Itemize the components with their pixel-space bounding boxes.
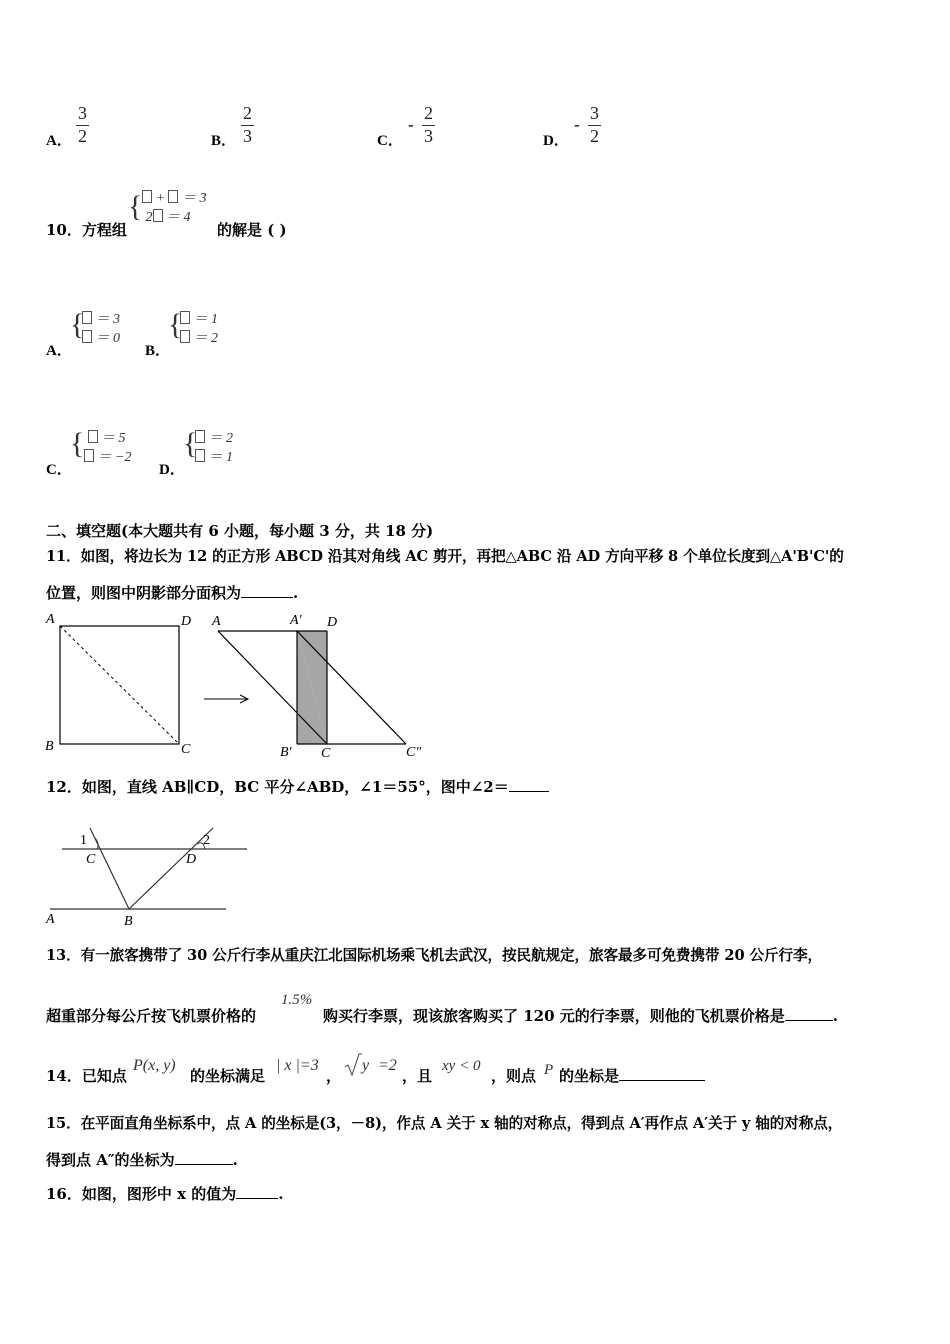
q13-percent: 1.5% — [281, 992, 313, 1008]
q10-option-d-v1: ＝ 2 — [208, 431, 233, 446]
q9-option-d-label: D． — [543, 133, 569, 149]
q14-point: P(x, y) — [133, 1057, 176, 1074]
q15-line1: 15．在平面直角坐标系中，点 A 的坐标是(3，－8)，作点 A 关于 x 轴的对称点，得到点 A′再作点 A′关于 y 轴的对称点， — [46, 1115, 843, 1132]
q11-end: . — [293, 584, 299, 602]
q16-answer-blank — [236, 1184, 278, 1199]
label-2: 2 — [203, 833, 210, 848]
q10-option-c-v2: ＝ −2 — [97, 450, 132, 465]
q9-option-b-label: B． — [211, 133, 237, 149]
denominator: 2 — [590, 126, 599, 146]
q10-eq1-rhs: ＝ 3 — [181, 191, 207, 206]
label-1: 1 — [80, 833, 87, 848]
q9-option-c-fraction — [422, 104, 435, 145]
q10-suffix: 的解是 ( ) — [217, 221, 287, 239]
denominator: 2 — [78, 126, 87, 146]
label-A: A — [46, 612, 55, 627]
q14-t3: ，则点 — [491, 1067, 537, 1085]
q13-line2b-wrap — [323, 1005, 838, 1026]
denominator: 3 — [243, 126, 252, 146]
q13-end: . — [832, 1007, 838, 1025]
numerator: 3 — [78, 103, 87, 123]
q9-option-a-label: A． — [46, 133, 72, 149]
numerator: 2 — [424, 103, 433, 123]
q12-text-body: 12．如图，直线 AB∥CD，BC 平分∠ABD，∠1＝55°，图中∠2＝ — [46, 778, 509, 796]
q13-line1: 13．有一旅客携带了 30 公斤行李从重庆江北国际机场乘飞机去武汉，按民航规定，旅客最多可免费携带 20 公斤行李， — [46, 947, 822, 964]
q12-figure — [40, 800, 260, 930]
q15-answer-blank — [175, 1150, 233, 1165]
q10-option-a-v1: ＝ 3 — [95, 312, 120, 327]
q14-sqrt-rhs: =2 — [378, 1057, 397, 1074]
numerator: 3 — [590, 103, 599, 123]
question-16 — [46, 1183, 284, 1204]
q11-line1: 11．如图，将边长为 12 的正方形 ABCD 沿其对角线 AC 剪开，再把△ABC 沿 AD 方向平移 8 个单位长度到△A'B'C'的 — [46, 548, 844, 565]
q10-option-b-system — [180, 310, 218, 348]
q10-option-c-label: C． — [46, 462, 72, 478]
label-B: B — [45, 739, 54, 754]
q11-figure — [40, 610, 440, 762]
numerator: 2 — [243, 103, 252, 123]
q14-p: P — [544, 1062, 554, 1078]
q10-option-c-system — [84, 429, 131, 467]
q13-answer-blank — [785, 1006, 833, 1021]
label-D2: D — [327, 615, 338, 630]
q9-option-a-fraction — [76, 104, 89, 145]
q16-text: 16．如图，图形中 x 的值为 — [46, 1185, 237, 1203]
denominator: 3 — [424, 126, 433, 146]
q9-option-b-fraction — [241, 104, 254, 145]
label-B: B — [124, 914, 133, 929]
q14-t1: 的坐标满足 — [190, 1067, 266, 1085]
q12-text — [46, 776, 549, 797]
q13-line2b: 购买行李票，现该旅客购买了 120 元的行李票，则他的飞机票价格是 — [323, 1007, 785, 1025]
q10-eq2-rhs: ＝ 4 — [166, 210, 191, 225]
section-2-heading: 二、填空题(本大题共有 6 小题，每小题 3 分，共 18 分) — [46, 522, 434, 540]
label-C2: C — [321, 746, 331, 761]
q10-prefix: 10．方程组 — [46, 221, 127, 239]
q10-option-b-v1: ＝ 1 — [193, 312, 218, 327]
q14-t4: 的坐标是 — [559, 1067, 620, 1085]
q13-line2a: 超重部分每公斤按飞机票价格的 — [46, 1007, 257, 1025]
q10-option-d-v2: ＝ 1 — [208, 450, 233, 465]
q16-end: . — [278, 1185, 284, 1203]
q14-sqrt-arg: y — [362, 1057, 370, 1074]
q10-option-a-v2: ＝ 0 — [95, 331, 120, 346]
label-A-prime: A′ — [290, 613, 302, 628]
label-C: C — [86, 852, 96, 867]
q10-option-c-v1: ＝ 5 — [101, 431, 126, 446]
q15-end: . — [232, 1151, 238, 1169]
q15-line2-text: 得到点 A″的坐标为 — [46, 1151, 175, 1169]
line-bc — [90, 828, 129, 909]
q10-option-c-brace: { — [70, 427, 85, 460]
q9-option-c-sign: - — [408, 115, 414, 134]
q14-answer-blank — [619, 1066, 705, 1081]
q10-system: + ＝ 3 2 ＝ 4 — [142, 189, 206, 227]
q9-option-d-sign: - — [574, 115, 580, 134]
diagonal-ac — [60, 626, 179, 744]
label-A: A — [46, 912, 55, 927]
q14-prefix: 14．已知点 — [46, 1067, 127, 1085]
q11-line2 — [46, 582, 298, 603]
q10-option-d-system — [195, 429, 233, 467]
q10-brace: { — [128, 190, 143, 223]
q9-option-c-label: C． — [377, 133, 403, 149]
q10-option-b-brace: { — [168, 308, 183, 341]
label-B-prime: B′ — [280, 745, 292, 760]
q10-option-a-brace: { — [70, 308, 85, 341]
q10-option-d-label: D． — [159, 462, 185, 478]
q10-option-a-system — [82, 310, 120, 348]
q14-abs: | x |=3 — [276, 1057, 319, 1074]
q10-option-d-brace: { — [183, 427, 198, 460]
q14-ineq: xy < 0 — [442, 1058, 481, 1074]
q10-eq2-coef: 2 — [145, 210, 153, 225]
q14-comma1: ， — [326, 1067, 342, 1085]
label-C-prime: C″ — [406, 745, 422, 760]
q11-line2-text: 位置，则图中阴影部分面积为 — [46, 584, 242, 602]
q14-t2: ，且 — [402, 1067, 433, 1085]
label-D: D — [181, 614, 192, 629]
q15-line2 — [46, 1149, 238, 1170]
label-D: D — [186, 852, 197, 867]
q10-option-a-label: A． — [46, 343, 72, 359]
q10-option-b-v2: ＝ 2 — [193, 331, 218, 346]
q11-answer-blank — [241, 583, 293, 598]
label-C: C — [181, 742, 191, 757]
q12-answer-blank — [509, 777, 549, 792]
label-A2: A — [212, 614, 221, 629]
q10-option-b-label: B． — [145, 343, 171, 359]
q14-sqrt-sign — [344, 1052, 362, 1078]
q14-t4-wrap — [559, 1065, 705, 1086]
line-bd — [129, 828, 213, 909]
q9-option-d-fraction — [588, 104, 601, 145]
